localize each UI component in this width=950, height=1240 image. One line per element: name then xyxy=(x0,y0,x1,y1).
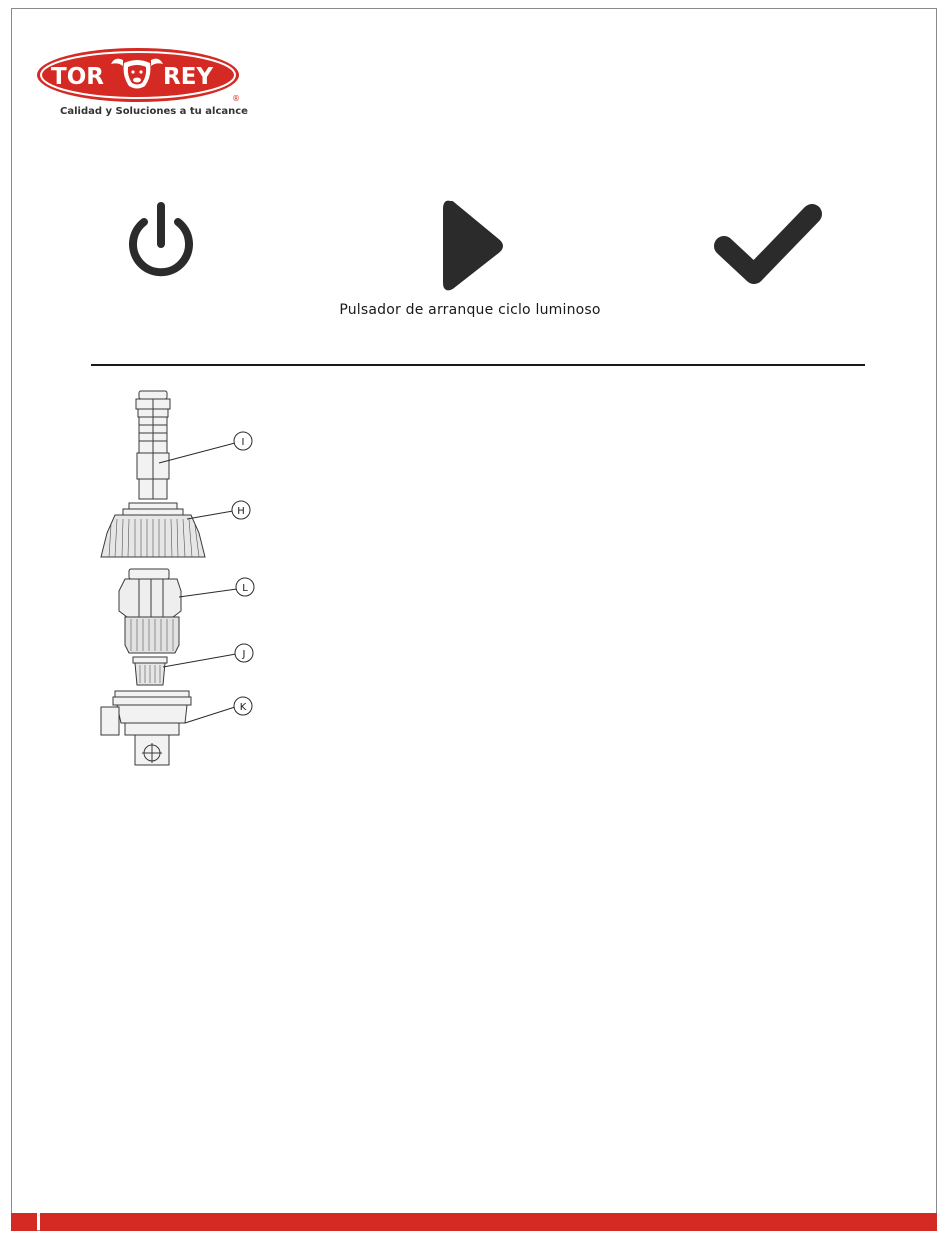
callout-h-label: H xyxy=(237,506,245,517)
play-icon xyxy=(440,197,506,295)
callout-l-label: L xyxy=(242,583,248,594)
power-icon xyxy=(122,198,200,290)
section-divider xyxy=(91,364,865,366)
part-k-base xyxy=(101,691,191,765)
footer-tab xyxy=(11,1213,37,1231)
logo-tagline: Calidad y Soluciones a tu alcance xyxy=(60,106,248,117)
part-i-tube xyxy=(136,391,170,499)
footer-bar xyxy=(40,1213,937,1231)
callout-k-label: K xyxy=(239,702,247,713)
part-j-strainer xyxy=(133,657,167,685)
part-h-filter xyxy=(101,503,205,557)
checkmark-icon xyxy=(714,202,822,288)
callout-j-label: J xyxy=(242,649,246,660)
callout-i-label: I xyxy=(241,437,245,448)
logo-rey-text: REY xyxy=(163,64,214,90)
control-caption: Pulsador de arranque ciclo luminoso xyxy=(339,302,601,318)
exploded-parts-diagram xyxy=(95,385,275,775)
registered-mark: ® xyxy=(232,94,240,103)
logo-tor-text: TOR xyxy=(51,64,104,90)
part-l-basket xyxy=(119,569,181,653)
